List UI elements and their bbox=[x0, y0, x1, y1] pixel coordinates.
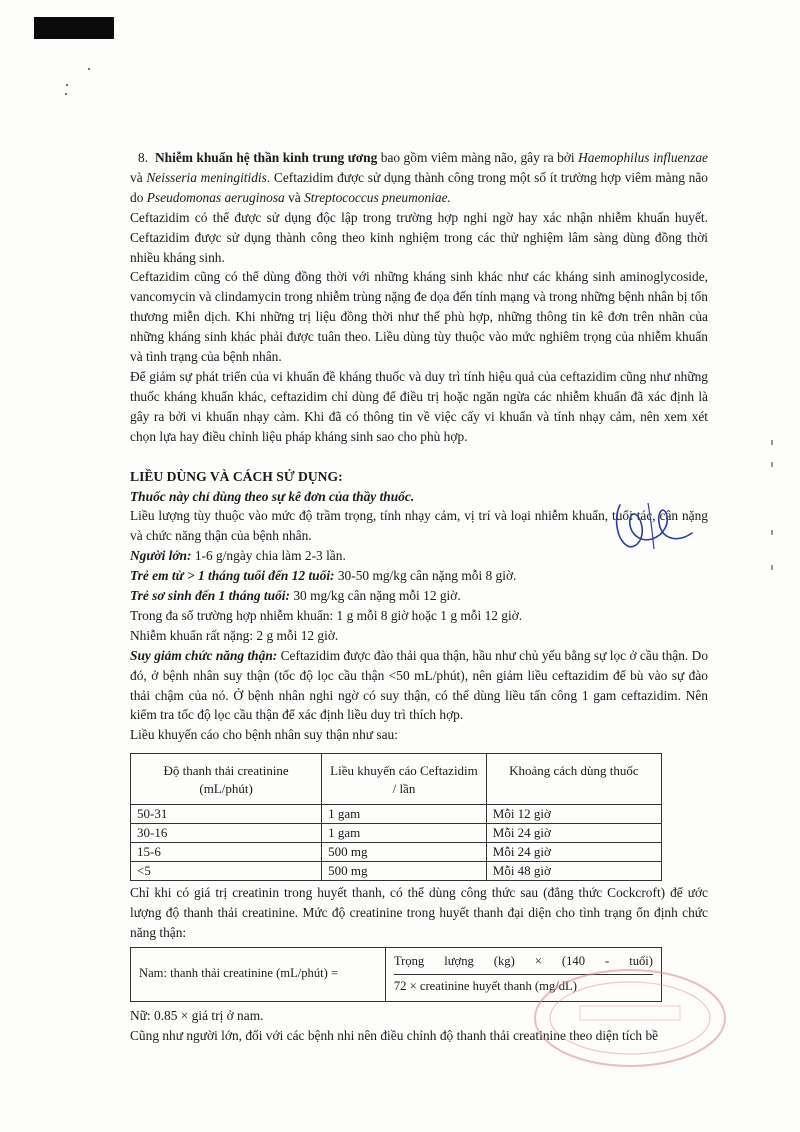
renal-dose-table bbox=[130, 753, 662, 881]
cell-interval: Mỗi 24 giờ bbox=[486, 843, 661, 862]
scan-speck bbox=[65, 93, 67, 95]
stamp-seal bbox=[520, 958, 730, 1068]
formula-numerator: Trọng lượng (kg) × (140 - tuổi) bbox=[394, 952, 653, 975]
organism-name: Streptococcus pneumoniae. bbox=[304, 189, 451, 205]
scan-speck bbox=[66, 84, 68, 86]
most-cases-dose: Trong đa số trường hợp nhiễm khuẩn: 1 g mỗi 8 giờ hoặc 1 g mỗi 12 giờ. bbox=[130, 607, 523, 623]
section-title: Nhiễm khuẩn hệ thần kinh trung ương bbox=[154, 150, 378, 165]
paragraph-combination: Ceftazidim cũng có thể dùng đồng thời với những kháng sinh khác như các kháng sinh aminoglycoside, vancomycin và clindamycin trong nhiễm trùng nặng đe dọa đến tính mạng và trong những bệnh nhân bị tổn thương miễn dịch. Khi những trị liệu đồng thời như thế phù hợp, những thông tin kê đơn trên nhãn của những kháng sinh khác phải được tuân theo. Liều dùng tùy thuộc vào mức nghiêm trọng của nhiễm khuẩn và tình trạng của bệnh nhân. bbox=[130, 269, 708, 365]
scan-speck bbox=[88, 68, 90, 70]
newborn-dose bbox=[130, 586, 708, 606]
cell-clearance: 15-6 bbox=[131, 843, 322, 862]
table-row bbox=[131, 843, 662, 862]
organism-name: Pseudomonas aeruginosa bbox=[146, 189, 285, 205]
text-run: và bbox=[284, 189, 305, 205]
header-interval: Khoảng cách dùng thuốc bbox=[486, 754, 661, 805]
cell-dose: 1 gam bbox=[322, 805, 487, 824]
cell-interval: Mỗi 48 giờ bbox=[486, 862, 661, 881]
female-note: Nữ: 0.85 × giá trị ở nam. bbox=[130, 1007, 264, 1023]
document-body bbox=[130, 148, 708, 1046]
formula-denominator: 72 × creatinine huyết thanh (mg/dL) bbox=[393, 978, 577, 993]
margin-mark bbox=[771, 462, 773, 467]
header-clearance: Độ thanh thải creatinine (mL/phút) bbox=[131, 754, 322, 805]
paragraph-sepsis: Ceftazidim có thể được sử dụng độc lập trong trường hợp nghi ngờ hay xác nhận nhiễm khuẩn huyết. Ceftazidim được sử dụng thành công theo kinh nghiệm trong các thử nghiệm lâm sàng dùng đồng thời nhiều kháng sinh. bbox=[130, 209, 708, 265]
formula-label: Nam: thanh thải creatinine (mL/phút) = bbox=[131, 948, 386, 1002]
organism-name: Neisseria meningitidis bbox=[146, 169, 267, 185]
cell-clearance: 50-31 bbox=[131, 805, 322, 824]
cell-clearance: 30-16 bbox=[131, 824, 322, 843]
section-8-paragraph bbox=[130, 148, 708, 208]
cell-dose: 500 mg bbox=[322, 843, 487, 862]
cell-dose: 1 gam bbox=[322, 824, 487, 843]
cell-interval: Mỗi 12 giờ bbox=[486, 805, 661, 824]
rx-note: Thuốc này chỉ dùng theo sự kê đơn của thầy thuốc. bbox=[130, 488, 415, 504]
newborn-text: 30 mg/kg cân nặng mỗi 12 giờ. bbox=[289, 588, 461, 604]
dosage-intro: Liều lượng tùy thuộc vào mức độ trầm trọng, tính nhạy cảm, vị trí và loại nhiễm khuẩn, tuổi tác, cân nặng và chức năng thận của bệnh nhân. bbox=[130, 508, 708, 544]
cockcroft-intro: Chỉ khi có giá trị creatinin trong huyết thanh, có thể dùng công thức sau (đẳng thức Cockcroft) để ước lượng độ thanh thải creatinine. Mức độ creatinine trong huyết thanh đại diện cho tình trạng ổn định chức năng thận: bbox=[130, 885, 708, 941]
table-row bbox=[131, 805, 662, 824]
severe-dose: Nhiễm khuẩn rất nặng: 2 g mỗi 12 giờ. bbox=[130, 627, 339, 643]
margin-mark bbox=[771, 565, 773, 570]
pediatric-note: Cũng như người lớn, đối với các bệnh nhi nên điều chỉnh độ thanh thải creatinine theo diện tích bề bbox=[130, 1027, 659, 1043]
renal-text: Ceftazidim được đào thải qua thận, hầu như chủ yếu bằng sự lọc ở cầu thận. Do đó, ở bệnh nhân suy thận (tốc độ lọc cầu thận <50 mL/phút), nên giảm liều ceftazidim để bù vào sự đào thải chậm của nó. Ở bệnh nhân nghi ngờ có suy thận, có thể dùng liều tấn công 1 gam ceftazidim. Nên kiểm tra tốc độ lọc cầu thận để xác định liều duy trì thích hợp. bbox=[130, 647, 709, 723]
child-dose bbox=[130, 566, 708, 586]
redaction-block bbox=[34, 17, 114, 39]
cell-clearance: <5 bbox=[131, 862, 322, 881]
text-run: và bbox=[130, 169, 147, 185]
text-run: bao gồm viêm màng não, gây ra bởi bbox=[377, 150, 579, 165]
table-header-row bbox=[131, 754, 662, 805]
cell-interval: Mỗi 24 giờ bbox=[486, 824, 661, 843]
margin-mark bbox=[771, 440, 773, 445]
child-text: 30-50 mg/kg cân nặng mỗi 8 giờ. bbox=[334, 568, 517, 584]
cell-dose: 500 mg bbox=[322, 862, 487, 881]
paragraph-resistance: Để giảm sự phát triển của vi khuẩn đề kháng thuốc và duy trì tính hiệu quả của ceftazidim cũng như những thuốc kháng khuẩn khác, ceftazidim chỉ dùng để điều trị hoặc ngăn ngừa các nhiễm khuẩn đã xác định là gây ra bởi vi khuẩn nhạy cảm. Khi đã có thông tin về việc cấy vi khuẩn và tính nhạy cảm, nên xem xét chọn lựa hay điều chỉnh liệu pháp kháng sinh sao cho phù hợp. bbox=[130, 368, 708, 444]
child-label: Trẻ em từ > 1 tháng tuổi đến 12 tuổi: bbox=[130, 568, 335, 584]
margin-mark bbox=[771, 530, 773, 535]
renal-label: Suy giảm chức năng thận: bbox=[130, 647, 278, 663]
section-number: 8. bbox=[138, 150, 149, 165]
text-run: . Ceftazidim được sử dụng thành công trong một số ít trường hợp viêm màng não do bbox=[130, 169, 708, 205]
dosage-heading: LIỀU DÙNG VÀ CÁCH SỬ DỤNG: bbox=[130, 468, 343, 484]
newborn-label: Trẻ sơ sinh đến 1 tháng tuổi: bbox=[130, 588, 290, 604]
table-row bbox=[131, 824, 662, 843]
table-row bbox=[131, 862, 662, 881]
renal-paragraph bbox=[130, 646, 708, 726]
header-dose: Liều khuyến cáo Ceftazidim / lần bbox=[322, 754, 487, 805]
handwritten-signature bbox=[608, 497, 698, 557]
adult-text: 1-6 g/ngày chia làm 2-3 lần. bbox=[191, 548, 346, 564]
adult-label: Người lớn: bbox=[130, 548, 192, 564]
organism-name: Haemophilus influenzae bbox=[578, 150, 708, 165]
table-intro: Liều khuyến cáo cho bệnh nhân suy thận như sau: bbox=[130, 727, 398, 743]
